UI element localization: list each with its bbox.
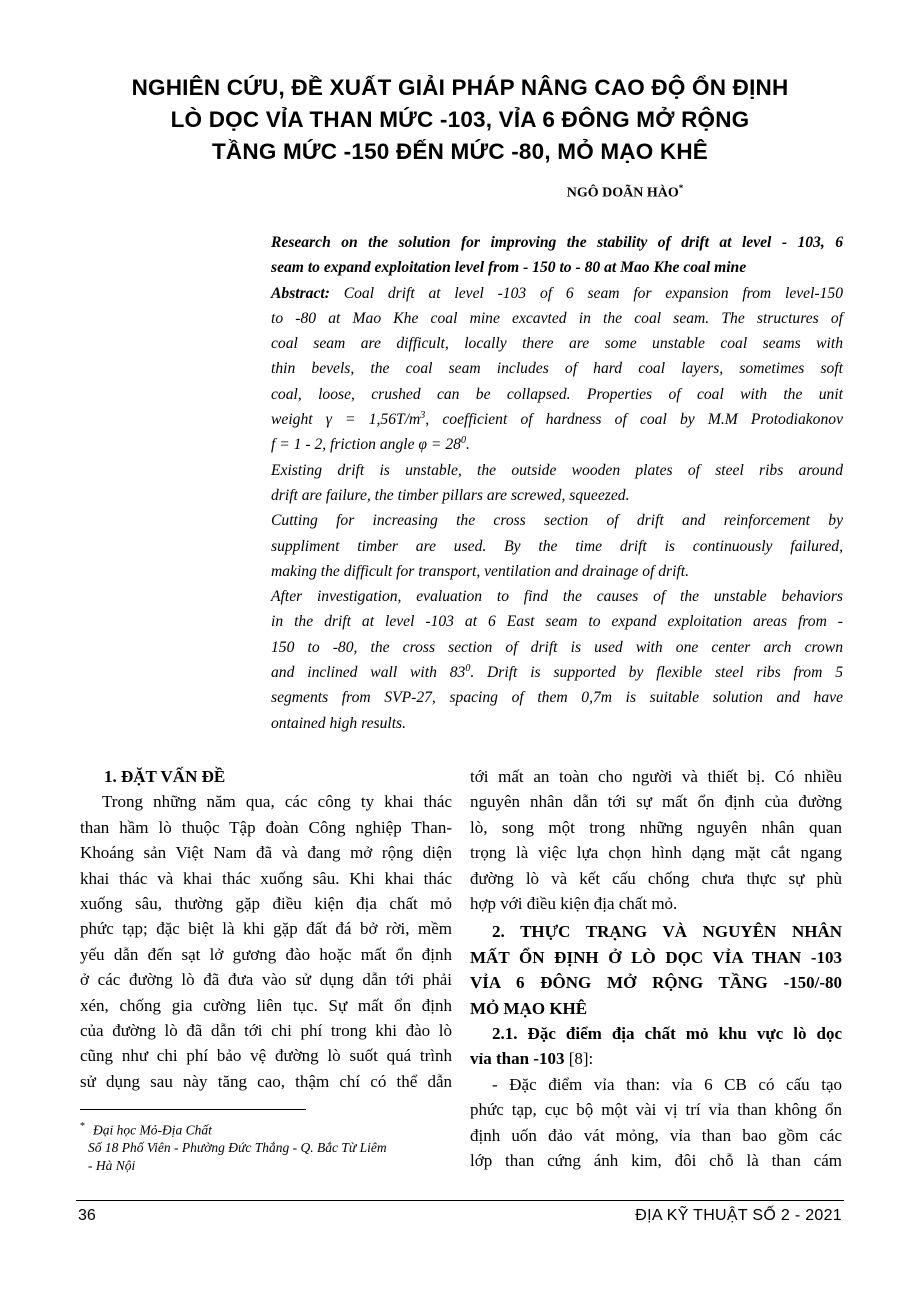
- page-number: 36: [78, 1207, 96, 1224]
- abstract-line: coal, loose, crushed can be collapsed. Properties of coal with the unit: [271, 385, 843, 403]
- section-heading: MỎ MẠO KHÊ: [470, 998, 588, 1018]
- wall-angle-text-cont: . Drift is supported by flexible steel ribs from 5: [470, 664, 843, 682]
- subsection-heading: 2.1. Đặc điểm địa chất mỏ khu vực lò dọc: [492, 1024, 842, 1044]
- author-footnote-mark: *: [678, 183, 684, 193]
- abstract-line: [271, 407, 843, 432]
- abstract-label: Abstract:: [271, 284, 330, 302]
- body-line: - Đặc điểm vỉa than: vỉa 6 CB có cấu tạo: [492, 1074, 842, 1094]
- body-line: sử dụng sau này tăng cao, thậm chí có thể dẫn: [80, 1071, 452, 1091]
- body-line: xén, chống gia cường liên tục. Sự mất ổn định: [80, 995, 452, 1015]
- footnote-line: Số 18 Phố Viên - Phường Đức Thắng - Q. Bắc Từ Liêm: [88, 1140, 387, 1155]
- abstract-line: suppliment timber are used. By the time drift is continuously failured,: [271, 537, 843, 555]
- footnote-divider: [80, 1109, 306, 1110]
- body-line: lò, song một trong những nguyên nhân quan: [470, 817, 842, 837]
- abstract-line: to -80 at Mao Khe coal mine excavted in the coal seam. The structures of: [271, 309, 843, 327]
- body-line: than hầm lò thuộc Tập đoàn Công nghiệp Than-: [80, 817, 452, 837]
- body-line: lớp than cứng ánh kim, đôi chỗ là than cám: [470, 1151, 842, 1171]
- weight-text-cont: , coefficient of hardness of coal by M.M Protodiakonov: [425, 411, 843, 429]
- right-column: [470, 764, 842, 1174]
- reference: [8]:: [564, 1049, 594, 1069]
- english-title-line: seam to expand exploitation level from - 150 to - 80 at Mao Khe coal mine: [271, 259, 747, 277]
- body-line: tới mất an toàn cho người và thiết bị. Có nhiều: [470, 767, 842, 786]
- footnote-affiliation: Đại học Mỏ-Địa Chất: [93, 1122, 212, 1138]
- journal-name: ĐỊA KỸ THUẬT SỐ 2 - 2021: [635, 1207, 842, 1224]
- abstract-text: Coal drift at level -103 of 6 seam for expansion from level-150: [329, 284, 843, 302]
- author-name: NGÔ DOÃN HÀO: [566, 185, 679, 201]
- abstract-line: coal seam are difficult, locally there are some unstable coal seams with: [271, 335, 843, 353]
- weight-text: weight γ = 1,56T/m: [271, 411, 421, 429]
- left-column: [80, 764, 452, 1094]
- abstract-line: Existing drift is unstable, the outside wooden plates of steel ribs around: [271, 461, 843, 479]
- subsection-heading: vỉa than -103: [470, 1049, 565, 1069]
- footnote: [80, 1118, 460, 1174]
- friction-text: f = 1 - 2, friction angle φ = 28: [271, 436, 461, 454]
- abstract-line: ontained high results.: [271, 714, 406, 732]
- article-title: [70, 72, 850, 168]
- body-line: hợp với điều kiện địa chất mỏ.: [470, 894, 678, 914]
- body-line: của đường lò đã dẫn tới chi phí trong khi đào lò: [80, 1021, 452, 1041]
- footnote-line: [80, 1118, 460, 1139]
- superscript: 0: [465, 662, 471, 674]
- section-heading: MẤT ỔN ĐỊNH Ở LÒ DỌC VỈA THAN -103: [470, 947, 842, 967]
- section-heading: 2. THỰC TRẠNG VÀ NGUYÊN NHÂN: [492, 922, 842, 942]
- wall-angle-text: and inclined wall with 83: [271, 664, 466, 682]
- superscript: 0: [460, 435, 466, 447]
- body-line: xuống sâu, thường gặp điều kiện địa chất mỏ: [80, 894, 452, 914]
- title-line: NGHIÊN CỨU, ĐỀ XUẤT GIẢI PHÁP NÂNG CAO ĐỘ ỔN ĐỊNH: [131, 75, 789, 100]
- footnote-line: - Hà Nội: [88, 1157, 136, 1173]
- abstract-line: 150 to -80, the cross section of drift is used with one center arch crown: [271, 638, 843, 656]
- abstract-line: in the drift at level -103 at 6 East seam to expand exploitation areas from -: [271, 613, 843, 631]
- author: [0, 183, 920, 202]
- body-line: phức tạp; đặc biệt là khi gặp đất đá bở rời, mềm: [80, 919, 452, 939]
- body-line: định uốn đảo vát mỏng, vỉa than bao gồm các: [470, 1125, 842, 1145]
- abstract-line: [271, 281, 843, 306]
- abstract-line: segments from SVP-27, spacing of them 0,7m is suitable solution and have: [271, 689, 843, 707]
- abstract-block: [271, 230, 843, 736]
- body-line: Khoáng sản Việt Nam đã và đang mở rộng diện: [80, 843, 452, 863]
- body-line: trọng là việc lựa chọn hình dạng mặt cắt ngang: [470, 843, 842, 863]
- english-title-line: Research on the solution for improving the stability of drift at level - 103, 6: [271, 234, 843, 251]
- title-line: LÒ DỌC VỈA THAN MỨC -103, VỈA 6 ĐÔNG MỞ RỘNG: [170, 107, 750, 132]
- section-heading: VỈA 6 ĐÔNG MỞ RỘNG TẦNG -150/-80: [470, 973, 842, 993]
- abstract-line: [271, 660, 843, 685]
- title-line: TẦNG MỨC -150 ĐẾN MỨC -80, MỎ MẠO KHÊ: [211, 139, 709, 164]
- abstract-line: drift are failure, the timber pillars are screwed, squeezed.: [271, 486, 630, 504]
- superscript: 3: [420, 409, 426, 421]
- friction-text-end: .: [465, 436, 470, 454]
- body-line: phức tạp, cục bộ một vài vị trí vỉa than không ổn: [470, 1100, 842, 1120]
- abstract-line: making the difficult for transport, ventilation and drainage of drift.: [271, 562, 689, 580]
- body-line: nguyên nhân dẫn tới sự mất ổn định của đường: [470, 792, 842, 812]
- abstract-line: Cutting for increasing the cross section of drift and reinforcement by: [271, 512, 843, 530]
- footnote-mark: *: [80, 1121, 85, 1132]
- body-line: ở các đường lò đã đưa vào sử dụng dẫn tới phải: [80, 970, 452, 990]
- subsection-heading-line: [470, 1046, 842, 1071]
- abstract-line: thin bevels, the coal seam includes of hard coal layers, sometimes soft: [271, 360, 843, 378]
- body-line: cũng như chi phí bảo vệ đường lò suốt quá trình: [80, 1046, 452, 1066]
- abstract-line: [271, 432, 843, 457]
- footer-divider: [76, 1200, 844, 1201]
- body-line: đường lò và kết cấu chống chưa thực sự phù: [470, 868, 842, 888]
- section-heading: 1. ĐẶT VẤN ĐỀ: [104, 767, 226, 786]
- body-line: Trong những năm qua, các công ty khai thác: [102, 792, 452, 812]
- abstract-line: After investigation, evaluation to find the causes of the unstable behaviors: [271, 588, 843, 606]
- body-line: khai thác và khai thác xuống sâu. Khi khai thác: [80, 868, 452, 888]
- body-line: yếu dẫn đến sạt lở gương đào hoặc mất ổn định: [80, 944, 452, 964]
